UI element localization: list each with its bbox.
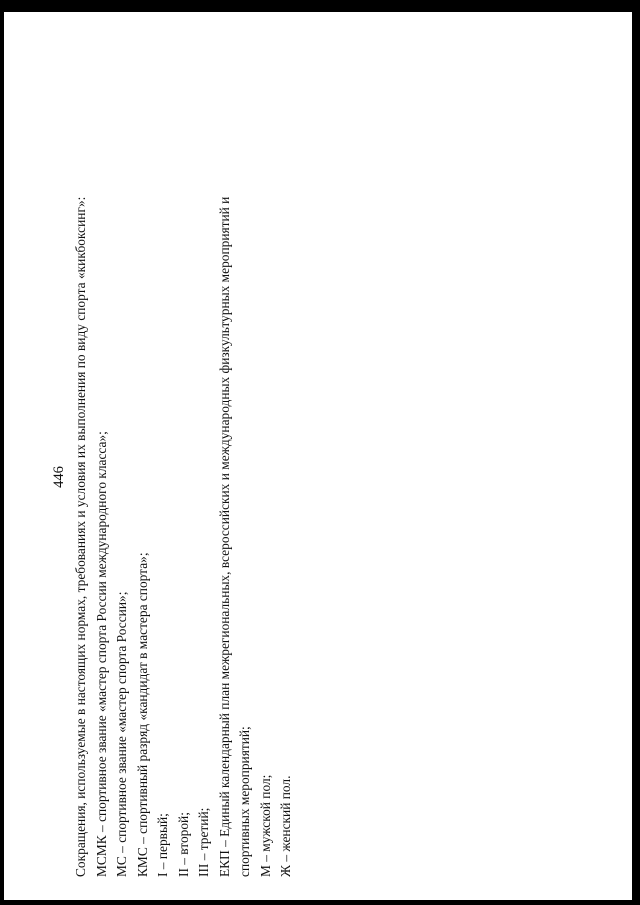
scan-border-right bbox=[632, 0, 640, 905]
abbr-third: III – третий; bbox=[196, 807, 211, 877]
abbr-ekp: ЕКП – Единый календарный план межрегиональных, всероссийских и международных физкультурных мероприятий и bbox=[216, 196, 232, 877]
abbr-female: Ж – женский пол. bbox=[278, 775, 293, 877]
abbr-ms: МС – спортивное звание «мастер спорта России»; bbox=[114, 591, 129, 877]
page-number: 446 bbox=[51, 466, 67, 488]
abbr-male: М – мужской пол; bbox=[257, 774, 273, 877]
scan-border-top bbox=[0, 0, 640, 12]
intro-line: Сокращения, используемые в настоящих нормах, требованиях и условия их выполнения по виду спорта «кикбоксинг»: bbox=[73, 196, 88, 877]
abbr-ekp-continued: спортивных мероприятий; bbox=[237, 726, 252, 877]
abbr-msmk: МСМК – спортивное звание «мастер спорта России международного класса»; bbox=[93, 431, 109, 877]
abbreviations-list bbox=[71, 77, 297, 877]
abbr-kms: КМС – спортивный разряд «кандидат в мастера спорта»; bbox=[134, 552, 150, 877]
scan-border-left bbox=[0, 0, 4, 905]
scan-border-bottom bbox=[0, 900, 640, 905]
rotated-page-content bbox=[50, 77, 330, 877]
abbr-second: II – второй; bbox=[175, 812, 191, 877]
abbr-first: I – первый; bbox=[155, 813, 170, 877]
